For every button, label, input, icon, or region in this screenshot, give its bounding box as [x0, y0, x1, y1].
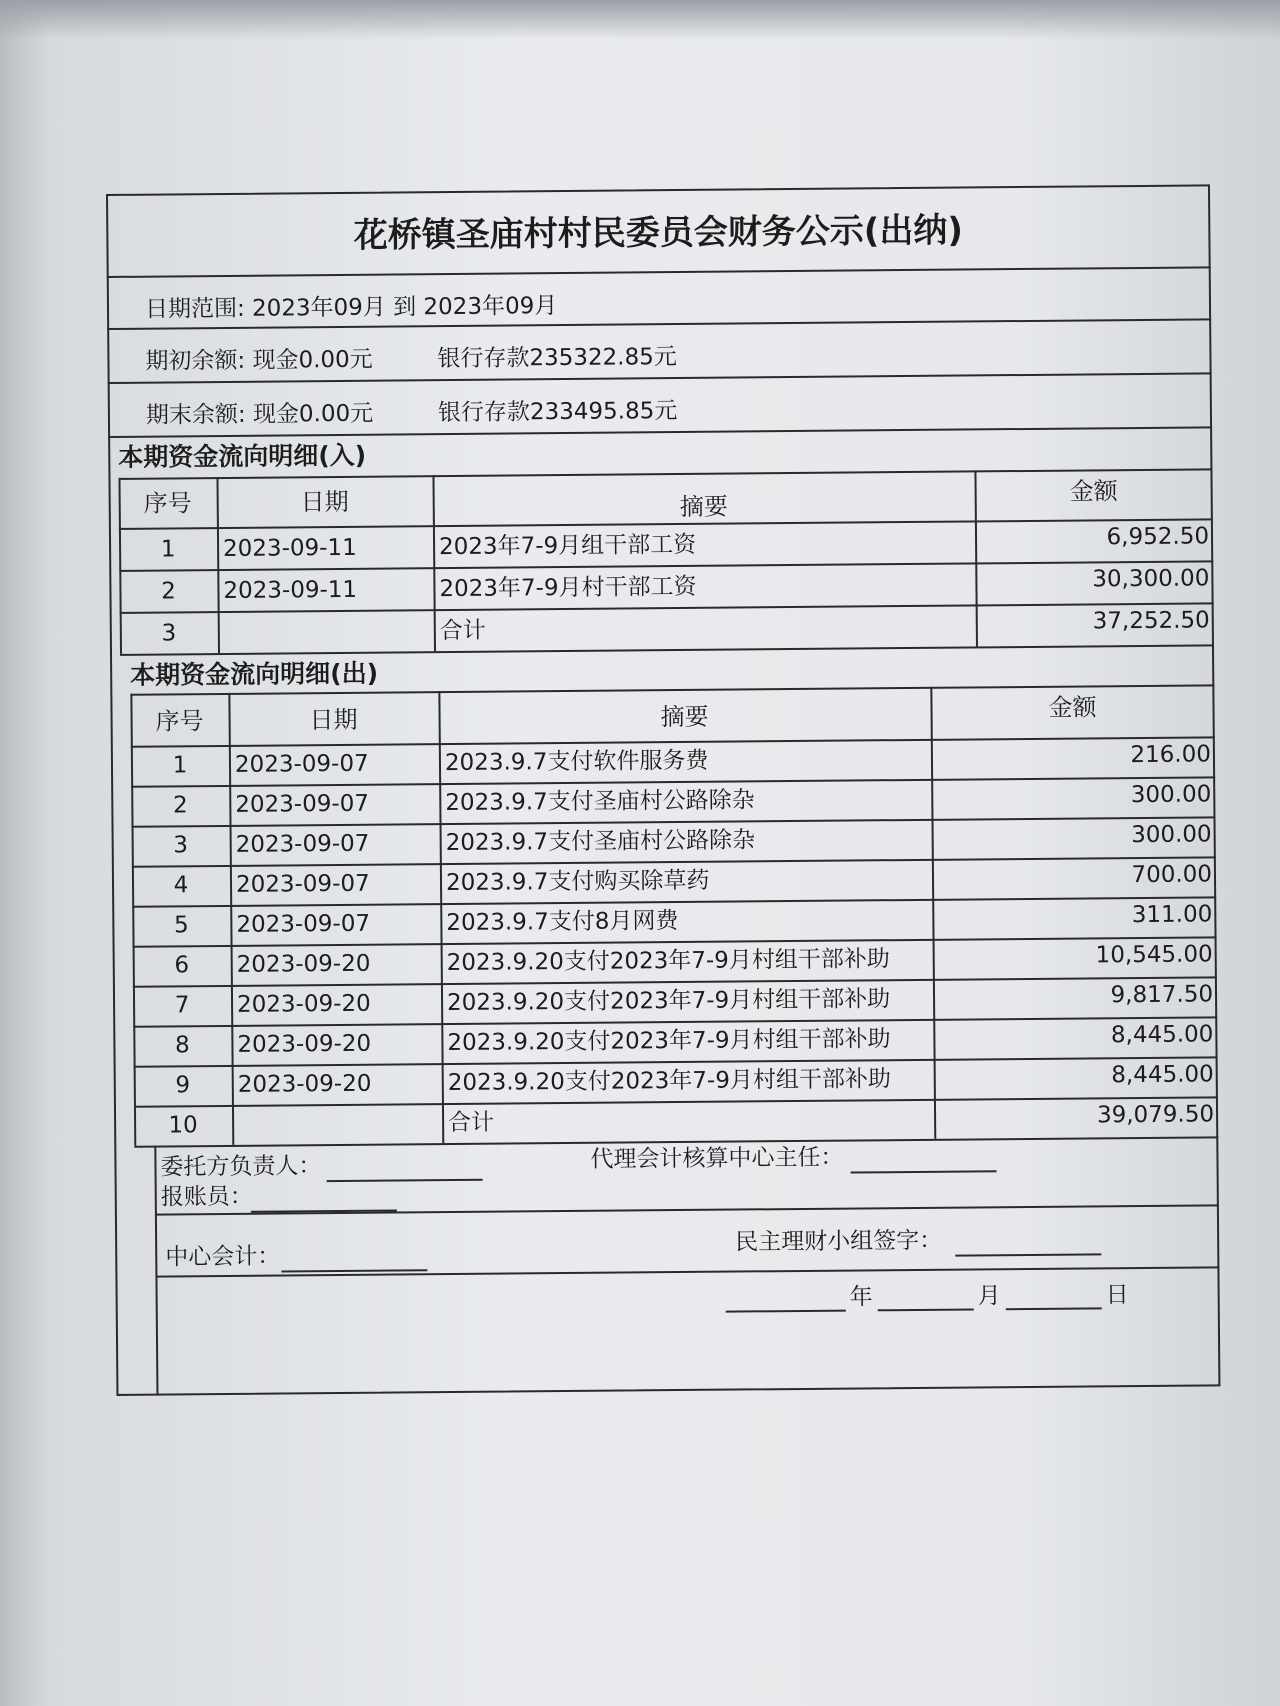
expense-row-10-no: 10 — [168, 1112, 198, 1139]
expense-heading: 本期资金流向明细(出) — [130, 658, 379, 690]
expense-row-6-date: 2023-09-20 — [236, 950, 371, 978]
closing-cash: 期末余额: 现金0.00元 — [145, 400, 374, 429]
page-shadow — [0, 0, 1280, 40]
expense-row-9-date: 2023-09-20 — [237, 1070, 372, 1098]
center-accountant-label: 中心会计： — [165, 1243, 281, 1271]
expense-col-no: 序号 — [155, 707, 204, 736]
expense-row-4-desc: 2023.9.7支付购买除草药 — [445, 867, 710, 897]
expense-row-3-amount: 300.00 — [1131, 821, 1212, 849]
income-row-1-date: 2023-09-11 — [222, 534, 357, 562]
expense-row-5-date: 2023-09-07 — [236, 910, 371, 938]
expense-row-10-amount: 39,079.50 — [1096, 1101, 1215, 1129]
expense-row-3-desc: 2023.9.7支付圣庙村公路除杂 — [445, 827, 756, 857]
expense-row-7-amount: 9,817.50 — [1110, 981, 1214, 1009]
expense-row-6-desc: 2023.9.20支付2023年7-9月村组干部补助 — [446, 946, 890, 977]
income-col-amount: 金额 — [1069, 477, 1118, 506]
expense-row-1-desc: 2023.9.7支付软件服务费 — [444, 747, 709, 777]
expense-row-2-no: 2 — [172, 792, 188, 819]
expense-row-8-desc: 2023.9.20支付2023年7-9月村组干部补助 — [447, 1026, 891, 1057]
expense-row-6-amount: 10,545.00 — [1095, 941, 1213, 969]
expense-row-9-amount: 8,445.00 — [1111, 1061, 1214, 1089]
expense-row-4-no: 4 — [173, 872, 189, 899]
director-label: 代理会计核算中心主任： — [590, 1144, 844, 1173]
expense-row-1-date: 2023-09-07 — [234, 750, 369, 778]
income-row-2-amount: 30,300.00 — [1092, 565, 1210, 593]
expense-row-5-amount: 311.00 — [1131, 901, 1213, 929]
income-row-2-no: 2 — [161, 578, 176, 605]
income-row-3-desc: 合计 — [439, 617, 486, 645]
principal-label: 委托方负责人： — [160, 1153, 322, 1181]
income-col-no: 序号 — [143, 489, 192, 518]
finance-group-label: 民主理财小组签字： — [735, 1227, 943, 1256]
income-row-2-desc: 2023年7-9月村干部工资 — [439, 573, 697, 603]
bookkeeper-label: 报账员： — [160, 1183, 253, 1211]
expense-row-5-no: 5 — [173, 912, 189, 939]
expense-row-7-no: 7 — [174, 992, 190, 1019]
expense-row-9-no: 9 — [175, 1072, 191, 1099]
expense-row-10-desc: 合计 — [448, 1109, 495, 1137]
expense-col-desc: 摘要 — [660, 702, 709, 732]
expense-row-2-amount: 300.00 — [1130, 781, 1212, 809]
expense-row-6-no: 6 — [174, 952, 190, 979]
expense-row-1-amount: 216.00 — [1130, 741, 1212, 769]
day-label: 日 — [1105, 1282, 1129, 1309]
expense-row-8-no: 8 — [174, 1032, 190, 1059]
opening-cash: 期初余额: 现金0.00元 — [145, 346, 373, 375]
expense-row-2-desc: 2023.9.7支付圣庙村公路除杂 — [445, 787, 755, 817]
finance-notice-sheet — [106, 184, 1220, 1396]
income-col-desc: 摘要 — [679, 492, 728, 522]
income-heading: 本期资金流向明细(入) — [118, 440, 367, 472]
expense-row-4-date: 2023-09-07 — [235, 870, 370, 898]
opening-bank: 银行存款235322.85元 — [437, 344, 677, 373]
income-row-1-amount: 6,952.50 — [1106, 523, 1210, 551]
year-label: 年 — [849, 1284, 873, 1311]
expense-row-2-date: 2023-09-07 — [235, 790, 370, 818]
expense-row-8-amount: 8,445.00 — [1110, 1021, 1214, 1049]
expense-row-3-no: 3 — [173, 832, 189, 859]
income-row-3-amount: 37,252.50 — [1092, 607, 1210, 635]
income-row-2-date: 2023-09-11 — [223, 576, 358, 604]
expense-row-7-date: 2023-09-20 — [236, 990, 371, 1018]
expense-row-9-desc: 2023.9.20支付2023年7-9月村组干部补助 — [447, 1066, 892, 1097]
expense-row-7-desc: 2023.9.20支付2023年7-9月村组干部补助 — [446, 986, 891, 1017]
income-col-date: 日期 — [300, 487, 349, 517]
income-row-1-desc: 2023年7-9月组干部工资 — [438, 531, 697, 561]
month-label: 月 — [977, 1283, 1001, 1310]
expense-row-5-desc: 2023.9.7支付8月网费 — [446, 908, 679, 937]
document-title: 花桥镇圣庙村村民委员会财务公示(出纳) — [353, 210, 964, 256]
expense-row-3-date: 2023-09-07 — [235, 830, 370, 858]
expense-col-amount: 金额 — [1048, 693, 1097, 722]
expense-row-8-date: 2023-09-20 — [237, 1030, 372, 1058]
expense-col-date: 日期 — [309, 705, 358, 735]
closing-bank: 银行存款233495.85元 — [437, 398, 678, 427]
date-range: 日期范围: 2023年09月 到 2023年09月 — [144, 293, 558, 323]
income-row-1-no: 1 — [160, 536, 176, 563]
expense-row-4-amount: 700.00 — [1131, 861, 1213, 889]
expense-row-1-no: 1 — [172, 752, 188, 779]
income-row-3-no: 3 — [161, 620, 177, 647]
